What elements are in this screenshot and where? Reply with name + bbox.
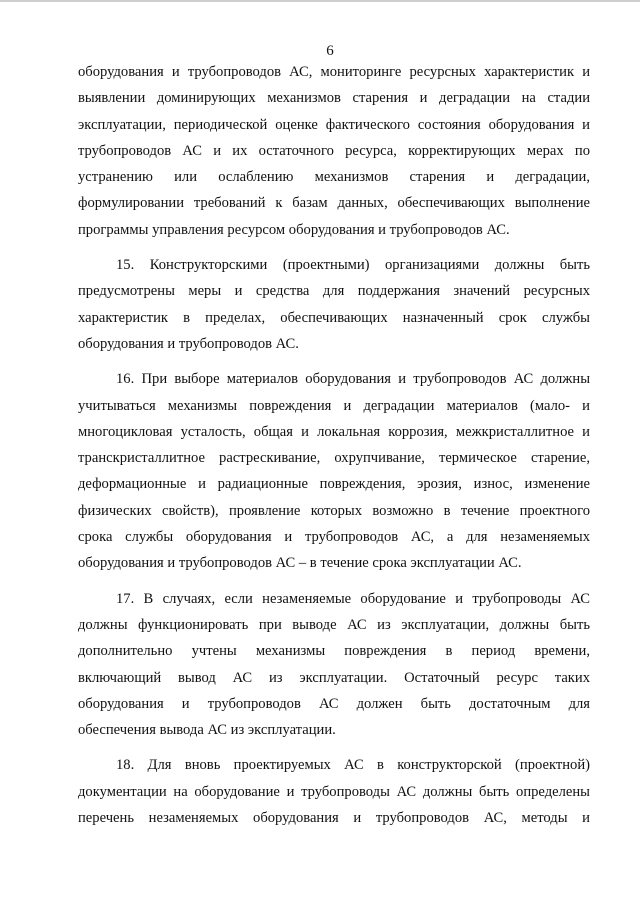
- text-line: физических свойств), проявление которых возможно в течение проектного: [78, 502, 590, 519]
- text-line: оборудования и трубопроводов АС, мониторинге ресурсных характеристик и: [78, 64, 590, 80]
- text-line: выявлении доминирующих механизмов старения и деградации на стадии: [78, 90, 590, 107]
- text-line: трубопроводов АС и их остаточного ресурса, корректирующих мерах по: [78, 142, 590, 159]
- text-line: оборудования и трубопроводов АС.: [78, 335, 299, 352]
- text-line: перечень незаменяемых оборудования и трубопроводов АС, методы и: [78, 810, 590, 827]
- text-line: срока службы оборудования и трубопроводов АС, а для незаменяемых: [78, 529, 590, 546]
- paragraph-18: [78, 752, 590, 831]
- text-line: 17. В случаях, если незаменяемые оборудование и трубопроводы АС: [116, 590, 590, 607]
- text-line: обеспечения вывода АС из эксплуатации.: [78, 722, 336, 739]
- text-line: характеристик в пределах, обеспечивающих назначенный срок службы: [78, 309, 590, 326]
- text-line: оборудования и трубопроводов АС должен быть достаточным для: [78, 695, 590, 712]
- text-line: 15. Конструкторскими (проектными) организациями должны быть: [116, 257, 590, 274]
- text-line: транскристаллитное растрескивание, охрупчивание, термическое старение,: [78, 450, 590, 467]
- text-line: 16. При выборе материалов оборудования и трубопроводов АС должны: [116, 371, 590, 388]
- text-line: предусмотрены меры и средства для поддержания значений ресурсных: [78, 283, 590, 300]
- text-line: включающий вывод АС из эксплуатации. Остаточный ресурс таких: [78, 669, 590, 686]
- text-line: учитываться механизмы повреждения и деградации материалов (мало- и: [78, 397, 590, 414]
- text-line: программы управления ресурсом оборудования и трубопроводов АС.: [78, 221, 510, 238]
- text-line: устранению или ослаблению механизмов старения и деградации,: [78, 169, 590, 186]
- text-line: формулировании требований к базам данных, обеспечивающих выполнение: [78, 195, 590, 212]
- text-line: документации на оборудование и трубопроводы АС должны быть определены: [78, 783, 590, 800]
- text-line: деформационные и радиационные повреждения, эрозия, износ, изменение: [78, 476, 590, 493]
- paragraph-15: [78, 252, 590, 357]
- text-line: должны функционировать при выводе АС из эксплуатации, должны быть: [78, 616, 590, 633]
- text-line: дополнительно учтены механизмы повреждения в период времени,: [78, 643, 590, 660]
- page-number: 6: [326, 43, 334, 59]
- text-line: многоцикловая усталость, общая и локальная коррозия, межкристаллитное и: [78, 423, 590, 440]
- paragraph-16: [78, 366, 590, 576]
- page-top-edge: [0, 0, 640, 2]
- paragraph-17: [78, 586, 590, 744]
- text-line: оборудования и трубопроводов АС – в течение срока эксплуатации АС.: [78, 555, 522, 572]
- text-line: 18. Для вновь проектируемых АС в конструкторской (проектной): [116, 757, 590, 774]
- text-line: эксплуатации, периодической оценке фактического состояния оборудования и: [78, 116, 590, 133]
- paragraph-continuation: [78, 59, 590, 243]
- document-body: [78, 59, 590, 831]
